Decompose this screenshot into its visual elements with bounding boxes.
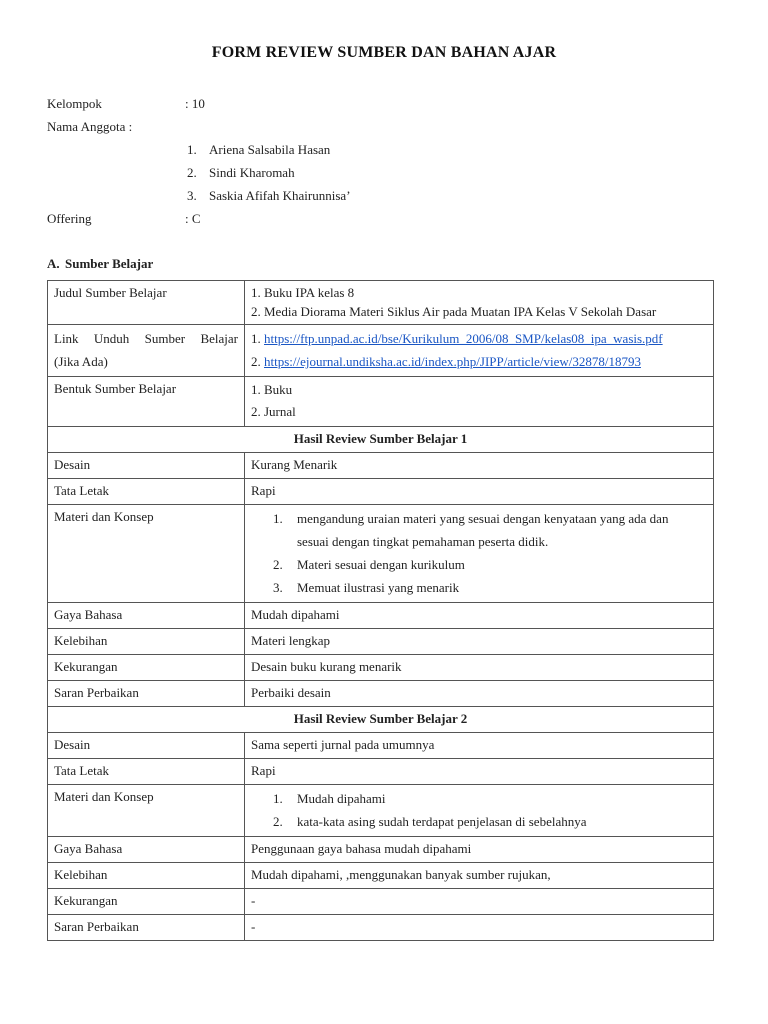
link-label: Link Unduh Sumber Belajar xyxy=(54,331,238,346)
member-number: 3. xyxy=(187,188,197,203)
review2-saran-value: - xyxy=(245,915,714,941)
judul-item: 2. Media Diorama Materi Siklus Air pada Muatan IPA Kelas V Sekolah Dasar xyxy=(251,304,657,319)
list-text: mengandung uraian materi yang sesuai dengan kenyataan yang ada dan xyxy=(297,511,669,526)
review1-tata-letak-label: Tata Letak xyxy=(48,479,245,505)
section-letter: A. xyxy=(47,256,60,271)
judul-values xyxy=(245,281,714,325)
member-name: Ariena Salsabila Hasan xyxy=(209,142,331,157)
list-text: Materi sesuai dengan kurikulum xyxy=(297,557,465,572)
review2-kekurangan-value: - xyxy=(245,889,714,915)
bentuk-item: 1. Buku xyxy=(251,382,293,397)
member-item xyxy=(187,188,351,204)
table-row xyxy=(48,655,714,681)
review-table xyxy=(47,280,714,941)
table-row xyxy=(48,863,714,889)
review2-desain-value: Sama seperti jurnal pada umumnya xyxy=(245,733,714,759)
list-number: 1. xyxy=(273,791,283,806)
table-row xyxy=(48,281,714,325)
download-link[interactable]: https://ejournal.undiksha.ac.id/index.php/JIPP/article/view/32878/18793 xyxy=(264,354,641,369)
list-text: kata-kata asing sudah terdapat penjelasan di sebelahnya xyxy=(297,814,587,829)
review1-desain-label: Desain xyxy=(48,453,245,479)
document-title: FORM REVIEW SUMBER DAN BAHAN AJAR xyxy=(211,44,557,61)
review2-kekurangan-label: Kekurangan xyxy=(48,889,245,915)
section-heading xyxy=(47,256,153,272)
list-number: 1. xyxy=(273,511,283,526)
member-item xyxy=(187,142,330,158)
list-number: 3. xyxy=(273,580,283,595)
kelompok-row xyxy=(47,96,205,112)
review1-materi-label: Materi dan Konsep xyxy=(48,505,245,603)
review1-materi-values xyxy=(245,505,714,603)
link-label-cell xyxy=(48,325,245,377)
review2-tata-letak-value: Rapi xyxy=(245,759,714,785)
list-item xyxy=(251,576,707,599)
list-text: Memuat ilustrasi yang menarik xyxy=(297,580,460,595)
review2-materi-values xyxy=(245,785,714,837)
kelompok-value: : 10 xyxy=(185,96,205,111)
member-name: Saskia Afifah Khairunnisa’ xyxy=(209,188,351,203)
member-number: 1. xyxy=(187,142,197,157)
review1-saran-label: Saran Perbaikan xyxy=(48,681,245,707)
review1-kekurangan-label: Kekurangan xyxy=(48,655,245,681)
review1-kelebihan-value: Materi lengkap xyxy=(245,629,714,655)
list-text: Mudah dipahami xyxy=(297,791,386,806)
list-item xyxy=(251,810,707,833)
review1-tata-letak-value: Rapi xyxy=(245,479,714,505)
table-row xyxy=(48,707,714,733)
list-number: 2. xyxy=(273,557,283,572)
link-number: 1. xyxy=(251,331,261,346)
table-row xyxy=(48,915,714,941)
list-text-continued: sesuai dengan tingkat pemahaman peserta didik. xyxy=(297,534,549,549)
judul-item: 1. Buku IPA kelas 8 xyxy=(251,285,355,300)
table-row xyxy=(48,479,714,505)
offering-value: : C xyxy=(185,211,201,226)
bentuk-label: Bentuk Sumber Belajar xyxy=(48,377,245,427)
member-number: 2. xyxy=(187,165,197,180)
table-row xyxy=(48,759,714,785)
offering-row xyxy=(47,211,201,227)
offering-label: Offering xyxy=(47,211,92,226)
review2-kelebihan-label: Kelebihan xyxy=(48,863,245,889)
review2-materi-label: Materi dan Konsep xyxy=(48,785,245,837)
table-row xyxy=(48,453,714,479)
review2-desain-label: Desain xyxy=(48,733,245,759)
table-row xyxy=(48,325,714,377)
link-number: 2. xyxy=(251,354,261,369)
list-item xyxy=(251,507,707,530)
table-row xyxy=(48,427,714,453)
review1-kekurangan-value: Desain buku kurang menarik xyxy=(245,655,714,681)
nama-anggota-row xyxy=(47,119,132,135)
member-name: Sindi Kharomah xyxy=(209,165,295,180)
bentuk-item: 2. Jurnal xyxy=(251,404,296,419)
member-item xyxy=(187,165,295,181)
review2-tata-letak-label: Tata Letak xyxy=(48,759,245,785)
bentuk-values xyxy=(245,377,714,427)
review1-desain-value: Kurang Menarik xyxy=(245,453,714,479)
review1-kelebihan-label: Kelebihan xyxy=(48,629,245,655)
review2-gaya-bahasa-value: Penggunaan gaya bahasa mudah dipahami xyxy=(245,837,714,863)
link-label-note: (Jika Ada) xyxy=(54,354,108,369)
kelompok-label: Kelompok xyxy=(47,96,102,111)
table-row xyxy=(48,785,714,837)
nama-anggota-label: Nama Anggota : xyxy=(47,119,133,134)
table-row xyxy=(48,733,714,759)
list-item xyxy=(251,553,707,576)
review2-gaya-bahasa-label: Gaya Bahasa xyxy=(48,837,245,863)
judul-label: Judul Sumber Belajar xyxy=(48,281,245,325)
table-row xyxy=(48,603,714,629)
table-row xyxy=(48,837,714,863)
review1-gaya-bahasa-label: Gaya Bahasa xyxy=(48,603,245,629)
table-row xyxy=(48,889,714,915)
review2-header: Hasil Review Sumber Belajar 2 xyxy=(48,707,714,733)
table-row xyxy=(48,505,714,603)
list-number: 2. xyxy=(273,814,283,829)
review2-kelebihan-value: Mudah dipahami, ,menggunakan banyak sumber rujukan, xyxy=(245,863,714,889)
review1-gaya-bahasa-value: Mudah dipahami xyxy=(245,603,714,629)
table-row xyxy=(48,681,714,707)
download-link[interactable]: https://ftp.unpad.ac.id/bse/Kurikulum_2006/08_SMP/kelas08_ipa_wasis.pdf xyxy=(264,331,663,346)
link-values xyxy=(245,325,714,377)
table-row xyxy=(48,377,714,427)
review2-saran-label: Saran Perbaikan xyxy=(48,915,245,941)
review1-header: Hasil Review Sumber Belajar 1 xyxy=(48,427,714,453)
table-row xyxy=(48,629,714,655)
list-item xyxy=(251,787,707,810)
review1-saran-value: Perbaiki desain xyxy=(245,681,714,707)
section-title: Sumber Belajar xyxy=(65,256,154,271)
